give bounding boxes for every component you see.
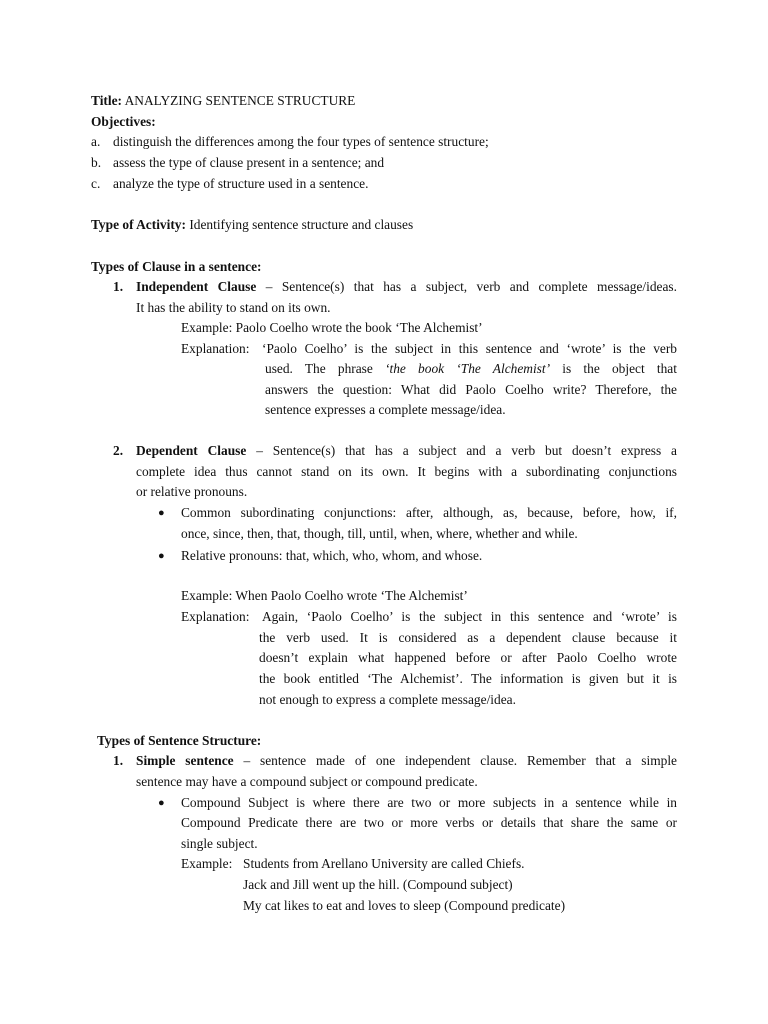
objective-marker: b. bbox=[91, 155, 102, 170]
explanation-text: Again, ‘Paolo Coelho’ is the subject in this sentence and ‘wrote’ is bbox=[262, 609, 677, 624]
explanation-text: the verb used. It is considered as a dependent clause because it bbox=[259, 630, 677, 645]
explanation-label: Explanation: bbox=[181, 609, 250, 624]
explanation-fragment: used. The phrase bbox=[265, 361, 373, 376]
definition-text: complete idea thus cannot stand on its own. It begins with a subordinating conjunctions bbox=[136, 464, 677, 479]
item-number: 1. bbox=[113, 753, 124, 768]
bullet-text: single subject. bbox=[181, 836, 258, 851]
simple-sentence-term: Simple sentence bbox=[136, 753, 234, 768]
objective-text: analyze the type of structure used in a sentence. bbox=[113, 176, 369, 191]
objective-marker: a. bbox=[91, 134, 101, 149]
example-sentence: My cat likes to eat and loves to sleep (Compound predicate) bbox=[243, 898, 566, 913]
title-text: ANALYZING SENTENCE STRUCTURE bbox=[124, 93, 356, 108]
structure-heading: Types of Sentence Structure: bbox=[97, 733, 262, 748]
bullet-text: Compound Subject is where there are two or more subjects in a sentence while in bbox=[181, 795, 677, 810]
example-line: Example: When Paolo Coelho wrote ‘The Alchemist’ bbox=[181, 588, 468, 603]
explanation-text: not enough to express a complete message/idea. bbox=[259, 692, 516, 707]
explanation-text: the book entitled ‘The Alchemist’. The information is given but it is bbox=[259, 671, 677, 686]
bullet-icon: ● bbox=[158, 507, 165, 519]
dependent-clause-term: Dependent Clause bbox=[136, 443, 247, 458]
independent-clause-definition bbox=[136, 277, 677, 298]
bullet-text: Compound Predicate there are two or more verbs or details that share the same or bbox=[181, 815, 677, 830]
objective-text: distinguish the differences among the four types of sentence structure; bbox=[113, 134, 489, 149]
activity-text: Identifying sentence structure and clauses bbox=[189, 217, 414, 232]
activity-label: Type of Activity: bbox=[91, 217, 186, 232]
example-sentence: Students from Arellano University are called Chiefs. bbox=[243, 856, 525, 871]
objective-marker: c. bbox=[91, 176, 101, 191]
objective-item bbox=[91, 153, 384, 174]
activity-line bbox=[91, 215, 413, 236]
definition-text: sentence may have a compound subject or compound predicate. bbox=[136, 774, 478, 789]
definition-text: – Sentence(s) that has a subject, verb and complete message/ideas. bbox=[265, 279, 677, 294]
explanation-text: answers the question: What did Paolo Coelho write? Therefore, the bbox=[265, 382, 677, 397]
bullet-icon: ● bbox=[158, 550, 165, 562]
explanation-text: doesn’t explain what happened before or after Paolo Coelho wrote bbox=[259, 650, 677, 665]
independent-clause-term: Independent Clause bbox=[136, 279, 257, 294]
bullet-text: once, since, then, that, though, till, until, when, where, whether and while. bbox=[181, 526, 578, 541]
objective-text: assess the type of clause present in a sentence; and bbox=[113, 155, 385, 170]
title-label: Title: bbox=[91, 93, 122, 108]
objective-item bbox=[91, 174, 368, 195]
dependent-clause-definition bbox=[136, 441, 677, 462]
definition-text: or relative pronouns. bbox=[136, 484, 248, 499]
explanation-text bbox=[265, 359, 677, 380]
title-line bbox=[91, 91, 355, 112]
item-number: 1. bbox=[113, 279, 124, 294]
simple-sentence-definition bbox=[136, 751, 677, 772]
item-number: 2. bbox=[113, 443, 124, 458]
explanation-text: ‘Paolo Coelho’ is the subject in this sentence and ‘wrote’ is the verb bbox=[262, 341, 677, 356]
explanation-fragment: is the object that bbox=[562, 361, 677, 376]
clauses-heading: Types of Clause in a sentence: bbox=[91, 259, 262, 274]
bullet-text: Common subordinating conjunctions: after, although, as, because, before, how, if, bbox=[181, 505, 677, 520]
bullet-icon: ● bbox=[158, 797, 165, 809]
explanation-label: Explanation: bbox=[181, 341, 250, 356]
definition-text: It has the ability to stand on its own. bbox=[136, 300, 331, 315]
objective-item bbox=[91, 132, 489, 153]
definition-text: – Sentence(s) that has a subject and a verb but doesn’t express a bbox=[256, 443, 677, 458]
example-sentence: Jack and Jill went up the hill. (Compound subject) bbox=[243, 877, 513, 892]
example-label: Example: bbox=[181, 856, 233, 871]
example-line: Example: Paolo Coelho wrote the book ‘The Alchemist’ bbox=[181, 320, 483, 335]
bullet-text: Relative pronouns: that, which, who, whom, and whose. bbox=[181, 548, 483, 563]
explanation-italic-phrase: ‘the book ‘The Alchemist’ bbox=[385, 361, 551, 376]
explanation-text: sentence expresses a complete message/idea. bbox=[265, 402, 506, 417]
definition-text: – sentence made of one independent clause. Remember that a simple bbox=[243, 753, 677, 768]
objectives-heading: Objectives: bbox=[91, 114, 156, 129]
